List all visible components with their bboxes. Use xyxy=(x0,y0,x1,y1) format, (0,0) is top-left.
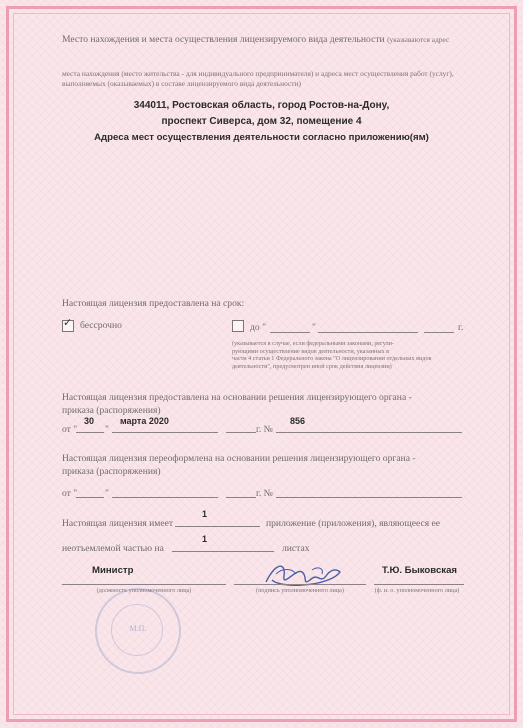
position-caption: (должность уполномоченного лица) xyxy=(96,587,192,594)
intro-note: (указываются адрес xyxy=(387,35,450,44)
address-line-3: Адреса мест осуществления деятельности согласно приложению(ям) xyxy=(94,132,429,143)
reissue-line-2: приказа (распоряжения) xyxy=(62,466,161,477)
until-checkbox[interactable] xyxy=(232,320,244,332)
term-note xyxy=(232,340,431,370)
appendix-line-1-prefix: Настоящая лицензия имеет xyxy=(62,518,174,529)
basis-from-prefix: от " xyxy=(62,424,78,435)
appendix-line-2-suffix: листах xyxy=(282,543,310,554)
signature-line xyxy=(234,584,366,585)
until-prefix: до " xyxy=(250,322,266,333)
basis-day: 30 xyxy=(84,416,95,426)
intro-line-2: места нахождения (место жительства - для индивидуального предпринимателя) и адреса мест осуществления работ (услуг), xyxy=(62,69,454,78)
seal-label: М.П. xyxy=(129,624,147,633)
intro-main-text: Место нахождения и места осуществления лицензируемого вида деятельности xyxy=(62,34,385,45)
reissue-day-line xyxy=(76,497,104,498)
basis-month-line xyxy=(112,432,218,433)
name-line xyxy=(374,584,464,585)
address-line-2: проспект Сиверса, дом 32, помещение 4 xyxy=(161,116,362,127)
until-quote: " xyxy=(312,322,316,333)
intro-line-3: выполняемых (оказываемых) в составе лицензируемого вида деятельности) xyxy=(62,79,301,88)
until-month-line xyxy=(318,332,418,333)
signature-caption: (подпись уполномоченного лица) xyxy=(256,587,344,594)
address-line-1: 344011, Ростовская область, город Ростов-на-Дону, xyxy=(133,100,390,111)
reissue-line-1: Настоящая лицензия переоформлена на основании решения лицензирующего органа - xyxy=(62,453,416,464)
intro-line-1 xyxy=(62,34,449,45)
term-note-3: части 4 статьи 1 Федерального закона "О лицензировании отдельных видов xyxy=(232,355,432,363)
reissue-number-line xyxy=(276,497,462,498)
position-line xyxy=(62,584,226,585)
term-note-4: деятельности", предусмотрен иной срок действия лицензии) xyxy=(232,362,392,370)
name-caption: (ф. и. о. уполномоченного лица) xyxy=(374,587,460,594)
basis-number: 856 xyxy=(290,416,306,426)
unlimited-label: бессрочно xyxy=(80,320,122,331)
appendix-count-line xyxy=(175,526,260,527)
basis-line-1: Настоящая лицензия предоставлена на основании решения лицензирующего органа - xyxy=(62,392,412,403)
signatory-position: Министр xyxy=(92,565,134,576)
until-day-line xyxy=(270,332,310,333)
until-year-line xyxy=(424,332,454,333)
appendix-line-2-prefix: неотъемлемой частью на xyxy=(62,543,164,554)
basis-number-line xyxy=(276,432,462,433)
appendix-line-1-suffix: приложение (приложения), являющееся ее xyxy=(266,518,441,529)
term-note-1: (указывается в случае, если федеральными законами, регули- xyxy=(232,340,394,347)
basis-day-line xyxy=(76,432,104,433)
appendix-sheets: 1 xyxy=(202,534,208,544)
reissue-month-line xyxy=(112,497,218,498)
basis-line-2: приказа (распоряжения) xyxy=(62,405,161,416)
until-year-suffix: г. xyxy=(458,322,464,333)
reissue-year-suffix: г. № xyxy=(256,488,273,499)
term-heading: Настоящая лицензия предоставлена на срок: xyxy=(62,298,245,309)
basis-quote: " xyxy=(105,424,109,435)
seal-stamp xyxy=(95,588,181,674)
checkmark-icon: ✓ xyxy=(63,316,73,329)
basis-year-suffix: г. № xyxy=(256,424,273,435)
reissue-year-line xyxy=(226,497,256,498)
reissue-quote: " xyxy=(105,488,109,499)
reissue-from-prefix: от " xyxy=(62,488,78,499)
appendix-count: 1 xyxy=(202,509,208,519)
basis-month-year: марта 2020 xyxy=(120,416,169,426)
appendix-sheets-line xyxy=(172,551,274,552)
signatory-name: Т.Ю. Быковская xyxy=(382,565,458,576)
term-note-2: рующими осуществление видов деятельности, указанных в xyxy=(232,347,390,355)
basis-year-line xyxy=(226,432,256,433)
